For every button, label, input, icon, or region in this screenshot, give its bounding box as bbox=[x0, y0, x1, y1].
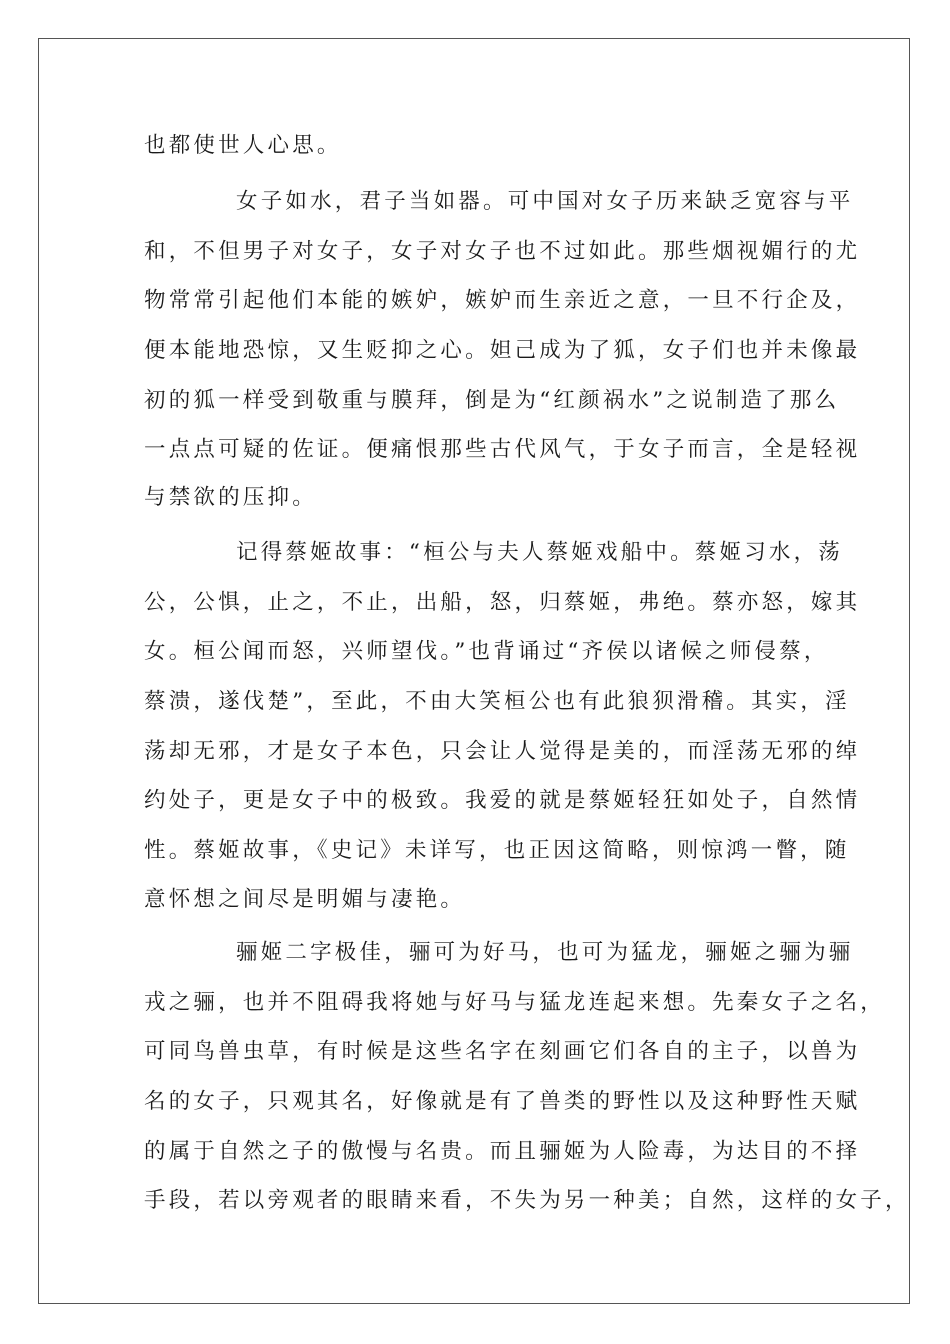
text-line: 物常常引起他们本能的嫉妒，嫉妒而生亲近之意，一旦不行企及， bbox=[144, 288, 861, 313]
text-line: 初的狐一样受到敬重与膜拜，倒是为“红颜祸水”之说制造了那么 bbox=[144, 388, 840, 413]
paragraph-first-line: 骊姬二字极佳，骊可为好马，也可为猛龙，骊姬之骊为骊 bbox=[236, 940, 854, 965]
text-line: 便本能地恐惊，又生贬抑之心。妲己成为了狐，女子们也并未像最 bbox=[144, 338, 861, 363]
text-line: 意怀想之间尽是明媚与凄艳。 bbox=[144, 887, 466, 912]
text-line: 也都使世人心思。 bbox=[144, 133, 342, 158]
text-line: 和，不但男子对女子，女子对女子也不过如此。那些烟视媚行的尤 bbox=[144, 239, 861, 264]
text-line: 与禁欲的压抑。 bbox=[144, 485, 317, 510]
text-line: 约处子，更是女子中的极致。我爱的就是蔡姬轻狂如处子，自然情 bbox=[144, 788, 861, 813]
text-line: 公，公惧，止之，不止，出船，怒，归蔡姬，弗绝。蔡亦怒，嫁其 bbox=[144, 590, 861, 615]
text-line: 戎之骊，也并不阻碍我将她与好马与猛龙连起来想。先秦女子之名， bbox=[144, 990, 886, 1015]
text-line: 的属于自然之子的傲慢与名贵。而且骊姬为人险毒，为达目的不择 bbox=[144, 1139, 861, 1164]
text-line: 一点点可疑的佐证。便痛恨那些古代风气，于女子而言，全是轻视 bbox=[144, 437, 861, 462]
paragraph-first-line: 女子如水，君子当如器。可中国对女子历来缺乏宽容与平 bbox=[236, 189, 854, 214]
text-line: 可同鸟兽虫草，有时候是这些名字在刻画它们各自的主子，以兽为 bbox=[144, 1039, 861, 1064]
text-line: 蔡溃，遂伐楚”，至此，不由大笑桓公也有此狼狈滑稽。其实，淫 bbox=[144, 689, 850, 714]
text-line: 手段，若以旁观者的眼睛来看，不失为另一种美；自然，这样的女子， bbox=[144, 1188, 910, 1213]
text-line: 性。蔡姬故事，《史记》未详写，也正因这简略，则惊鸿一瞥，随 bbox=[144, 838, 850, 863]
text-line: 荡却无邪，才是女子本色，只会让人觉得是美的，而淫荡无邪的绰 bbox=[144, 739, 861, 764]
text-line: 女。桓公闻而怒，兴师望伐。”也背诵过“齐侯以诸候之师侵蔡， bbox=[144, 639, 829, 664]
text-line: 名的女子，只观其名，好像就是有了兽类的野性以及这种野性天赋 bbox=[144, 1089, 861, 1114]
paragraph-first-line: 记得蔡姬故事：“桓公与夫人蔡姬戏船中。蔡姬习水，荡 bbox=[236, 540, 843, 565]
